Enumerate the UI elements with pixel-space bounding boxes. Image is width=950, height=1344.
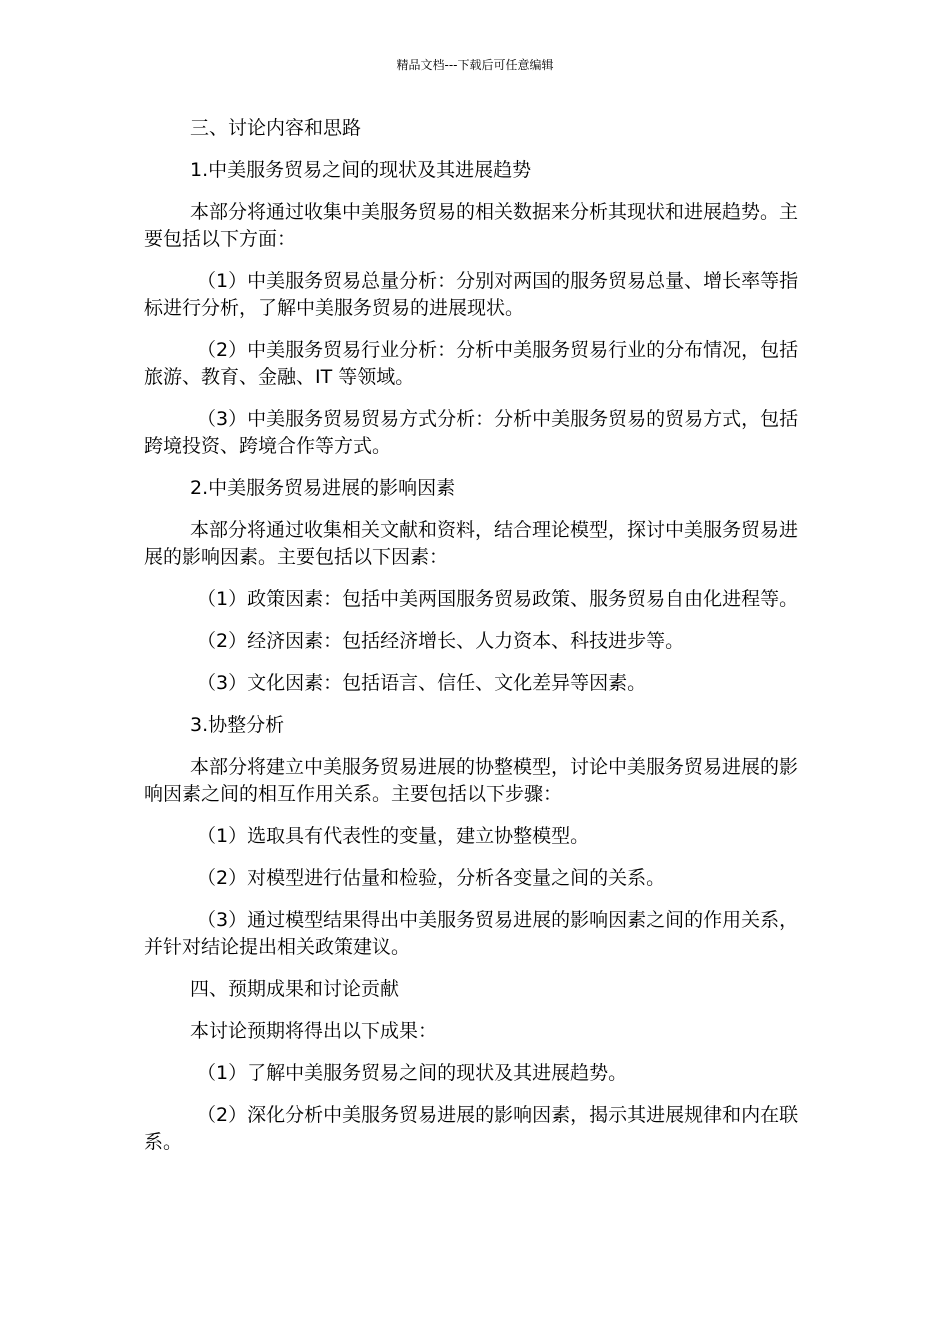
list-item: （1）中美服务贸易总量分析：分别对两国的服务贸易总量、增长率等指标进行分析，了解中美服务贸易的进展现状。 [144, 270, 799, 319]
list-item: （2）中美服务贸易行业分析：分析中美服务贸易行业的分布情况，包括旅游、教育、金融、IT 等领域。 [144, 339, 799, 388]
list-item: （3）文化因素：包括语言、信任、文化差异等因素。 [197, 672, 647, 694]
body-paragraph: 本部分将通过收集相关文献和资料，结合理论模型，探讨中美服务贸易进展的影响因素。主要包括以下因素： [144, 519, 799, 568]
list-item: （2）经济因素：包括经济增长、人力资本、科技进步等。 [197, 630, 685, 652]
list-item: （1）选取具有代表性的变量，建立协整模型。 [197, 825, 590, 847]
page-header: 精品文档---下载后可任意编辑 [396, 58, 554, 72]
list-item: （1）了解中美服务贸易之间的现状及其进展趋势。 [197, 1062, 628, 1084]
subsection-heading: 2.中美服务贸易进展的影响因素 [190, 477, 456, 499]
list-item: （1）政策因素：包括中美两国服务贸易政策、服务贸易自由化进程等。 [197, 588, 799, 610]
subsection-heading: 3.协整分析 [190, 714, 285, 736]
body-paragraph: 本部分将通过收集中美服务贸易的相关数据来分析其现状和进展趋势。主要包括以下方面： [144, 201, 799, 250]
body-paragraph: 本部分将建立中美服务贸易进展的协整模型，讨论中美服务贸易进展的影响因素之间的相互作用关系。主要包括以下步骤： [144, 756, 799, 805]
document-body [144, 115, 806, 1171]
list-item: （2）深化分析中美服务贸易进展的影响因素，揭示其进展规律和内在联系。 [144, 1104, 799, 1153]
section-heading: 四、预期成果和讨论贡献 [190, 978, 400, 1000]
list-item: （3）通过模型结果得出中美服务贸易进展的影响因素之间的作用关系，并针对结论提出相关政策建议。 [144, 909, 799, 958]
subsection-heading: 1.中美服务贸易之间的现状及其进展趋势 [190, 159, 532, 181]
body-paragraph: 本讨论预期将得出以下成果： [190, 1020, 438, 1042]
section-heading: 三、讨论内容和思路 [190, 117, 362, 139]
list-item: （2）对模型进行估量和检验，分析各变量之间的关系。 [197, 867, 666, 889]
list-item: （3）中美服务贸易贸易方式分析：分析中美服务贸易的贸易方式，包括跨境投资、跨境合作等方式。 [144, 408, 799, 457]
